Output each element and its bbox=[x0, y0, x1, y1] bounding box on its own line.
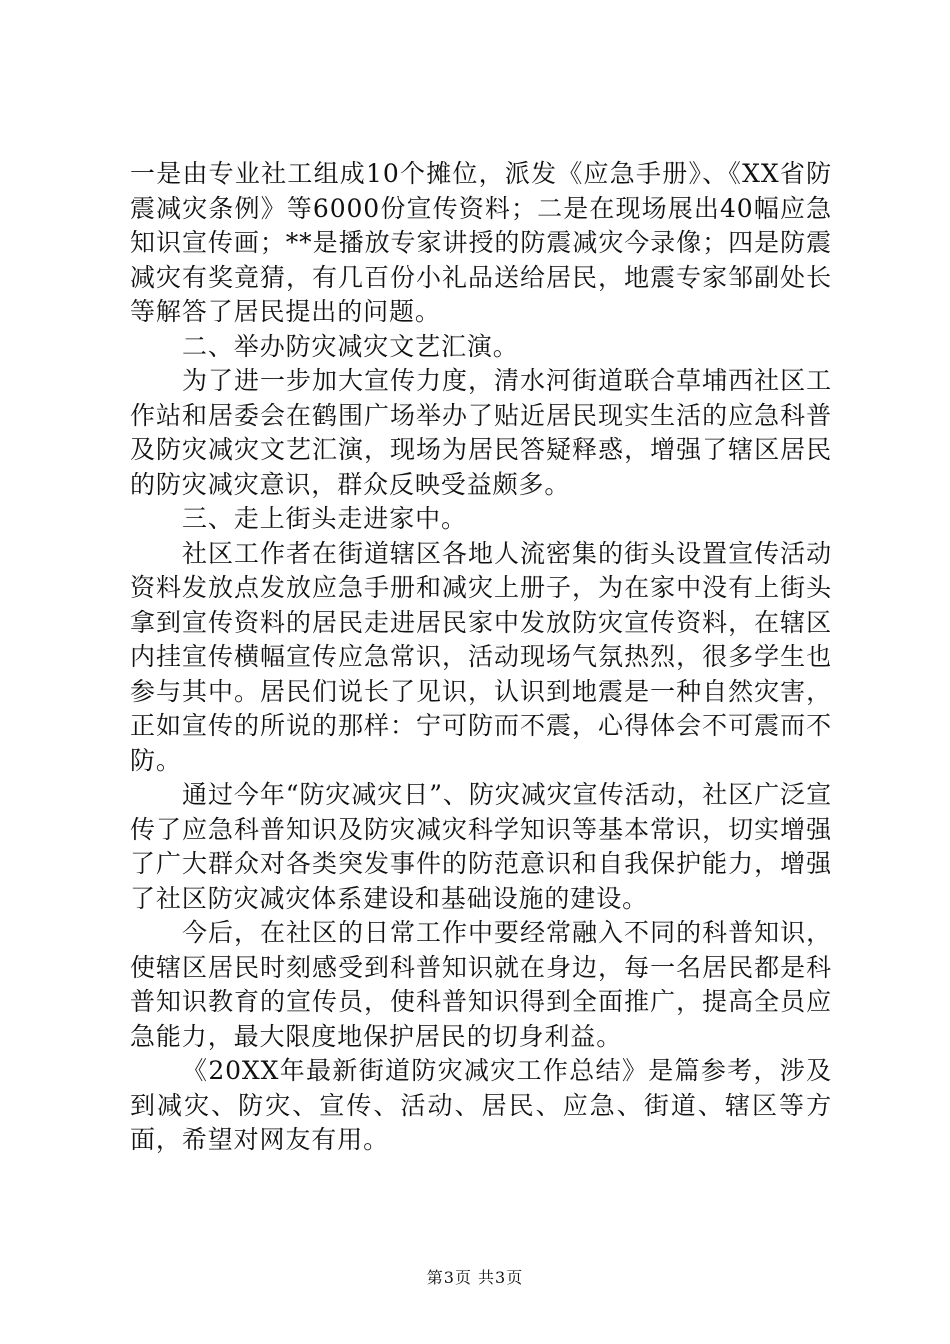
document-body bbox=[130, 157, 832, 1158]
paragraph-street-outreach: 社区工作者在街道辖区各地人流密集的街头设置宣传活动资料发放点发放应急手册和减灾上册子，为在家中没有上街头拿到宣传资料的居民走进居民家中发放防灾宣传资料，在辖区内挂宣传横幅宣传应急常识，活动现场气氛热烈，很多学生也参与其中。居民们说长了见识，认识到地震是一种自然灾害，正如宣传的所说的那样：宁可防而不震，心得体会不可震而不防。 bbox=[130, 538, 832, 775]
paragraph-performance: 为了进一步加大宣传力度，清水河街道联合草埔西社区工作站和居委会在鹤围广场举办了贴近居民现实生活的应急科普及防灾减灾文艺汇演，现场为居民答疑释惑，增强了辖区居民的防灾减灾意识，群众反映受益颇多。 bbox=[130, 366, 832, 499]
section-heading-2: 二、举办防灾减灾文艺汇演。 bbox=[182, 331, 519, 361]
paragraph-summary: 通过今年“防灾减灾日”、防灾减灾宣传活动，社区广泛宣传了应急科普知识及防灾减灾科学知识等基本常识，切实增强了广大群众对各类突发事件的防范意识和自我保护能力，增强了社区防灾减灾体系建设和基础设施的建设。 bbox=[130, 780, 832, 913]
paragraph-closing-note: 《20XX年最新街道防灾减灾工作总结》是篇参考，涉及到减灾、防灾、宣传、活动、居民、应急、街道、辖区等方面，希望对网友有用。 bbox=[130, 1056, 832, 1154]
paragraph-future-work: 今后，在社区的日常工作中要经常融入不同的科普知识，使辖区居民时刻感受到科普知识就在身边，每一名居民都是科普知识教育的宣传员，使科普知识得到全面推广，提高全员应急能力，最大限度地保护居民的切身利益。 bbox=[130, 918, 832, 1051]
page-number-footer: 第3页 共3页 bbox=[426, 1268, 524, 1287]
section-heading-3: 三、走上街头走进家中。 bbox=[182, 504, 467, 533]
paragraph-continuation: 一是由专业社工组成10个摊位，派发《应急手册》、《XX省防震减灾条例》等6000份宣传资料；二是在现场展出40幅应急知识宣传画；**是播放专家讲授的防震减灾今录像；四是防震减灾有奖竟猜，有几百份小礼品送给居民，地震专家邹副处长等解答了居民提出的问题。 bbox=[130, 159, 832, 326]
